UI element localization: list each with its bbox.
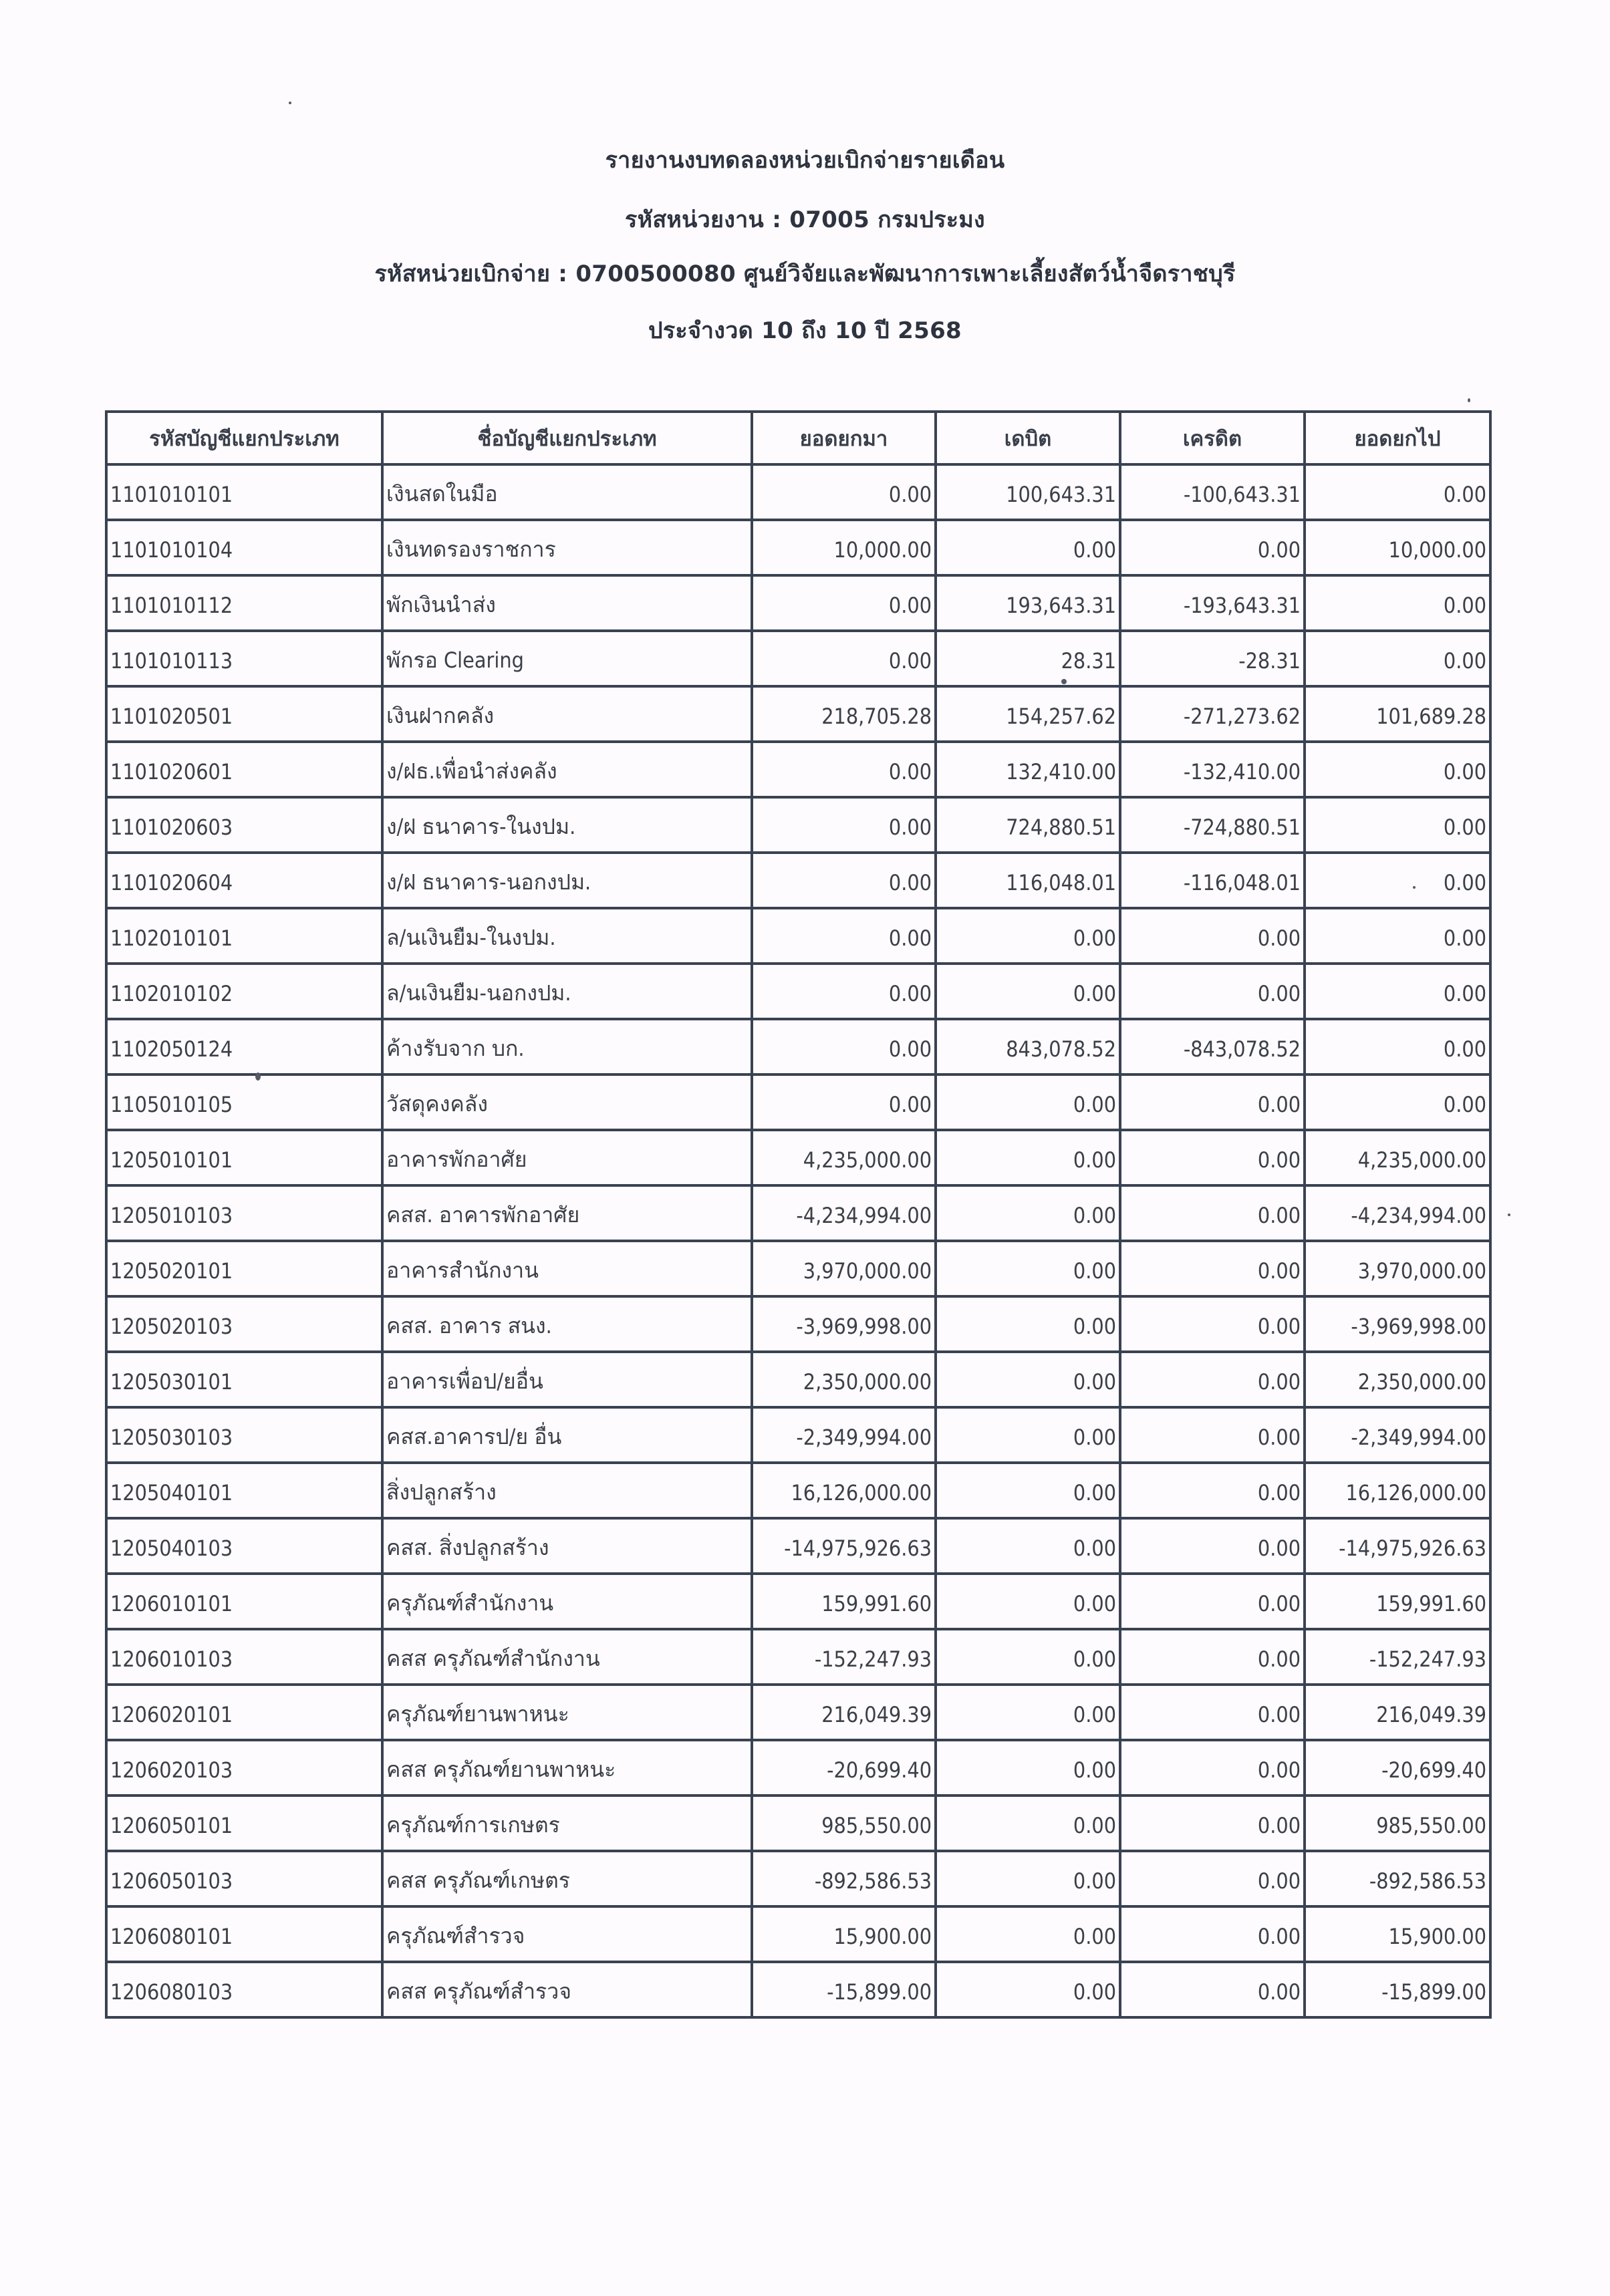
- table-row: [106, 1130, 1490, 1185]
- account-code-cell: 1206010101: [106, 1574, 382, 1629]
- table-row: [106, 575, 1490, 631]
- credit-cell: 0.00: [1120, 908, 1305, 964]
- credit-cell: -116,048.01: [1120, 853, 1305, 908]
- credit-cell: -271,273.62: [1120, 686, 1305, 742]
- carried-forward-cell: 2,350,000.00: [1305, 1352, 1490, 1407]
- column-header-credit: เครดิต: [1120, 412, 1305, 464]
- account-name-cell: พักเงินนำส่ง: [382, 575, 752, 631]
- account-code-cell: 1205040101: [106, 1463, 382, 1518]
- brought-forward-cell: 0.00: [752, 853, 936, 908]
- account-code-cell: 1205030103: [106, 1407, 382, 1463]
- account-name-cell: ง/ฝธ.เพื่อนำส่งคลัง: [382, 742, 752, 797]
- brought-forward-cell: -14,975,926.63: [752, 1518, 936, 1574]
- credit-cell: -132,410.00: [1120, 742, 1305, 797]
- credit-cell: 0.00: [1120, 1629, 1305, 1685]
- debit-cell: 0.00: [936, 1740, 1120, 1796]
- credit-cell: 0.00: [1120, 1074, 1305, 1130]
- account-code-cell: 1101010112: [106, 575, 382, 631]
- brought-forward-cell: -892,586.53: [752, 1851, 936, 1906]
- account-code-cell: 1206050101: [106, 1796, 382, 1851]
- account-code-cell: 1101010113: [106, 631, 382, 686]
- credit-cell: 0.00: [1120, 1407, 1305, 1463]
- carried-forward-cell: 216,049.39: [1305, 1685, 1490, 1740]
- table-row: [106, 1962, 1490, 2017]
- account-code-cell: 1101020501: [106, 686, 382, 742]
- account-name-cell: ล/นเงินยืม-ในงปม.: [382, 908, 752, 964]
- table-row: [106, 1574, 1490, 1629]
- trial-balance-table: [105, 410, 1492, 2019]
- debit-cell: 0.00: [936, 1352, 1120, 1407]
- debit-cell: 0.00: [936, 908, 1120, 964]
- brought-forward-cell: 0.00: [752, 1074, 936, 1130]
- account-code-cell: 1206010103: [106, 1629, 382, 1685]
- debit-cell: 0.00: [936, 1185, 1120, 1241]
- table-row: [106, 1518, 1490, 1574]
- carried-forward-cell: -3,969,998.00: [1305, 1296, 1490, 1352]
- account-name-cell: อาคารพักอาศัย: [382, 1130, 752, 1185]
- account-code-cell: 1206080103: [106, 1962, 382, 2017]
- credit-cell: -28.31: [1120, 631, 1305, 686]
- credit-cell: 0.00: [1120, 964, 1305, 1019]
- table-row: [106, 1352, 1490, 1407]
- carried-forward-cell: 0.00: [1305, 797, 1490, 853]
- credit-cell: 0.00: [1120, 520, 1305, 575]
- carried-forward-cell: -152,247.93: [1305, 1629, 1490, 1685]
- table-row: [106, 686, 1490, 742]
- column-header-brought-forward: ยอดยกมา: [752, 412, 936, 464]
- carried-forward-cell: 0.00: [1305, 742, 1490, 797]
- account-code-cell: 1205030101: [106, 1352, 382, 1407]
- debit-cell: 0.00: [936, 520, 1120, 575]
- scan-speck: [1061, 679, 1067, 684]
- table-row: [106, 797, 1490, 853]
- debit-cell: 0.00: [936, 1130, 1120, 1185]
- debit-cell: 0.00: [936, 1629, 1120, 1685]
- table-row: [106, 1019, 1490, 1074]
- account-name-cell: ครุภัณฑ์สำรวจ: [382, 1906, 752, 1962]
- table-row: [106, 1740, 1490, 1796]
- brought-forward-cell: 15,900.00: [752, 1906, 936, 1962]
- brought-forward-cell: 0.00: [752, 908, 936, 964]
- account-code-cell: 1205020103: [106, 1296, 382, 1352]
- table-row: [106, 1851, 1490, 1906]
- brought-forward-cell: 0.00: [752, 631, 936, 686]
- brought-forward-cell: -2,349,994.00: [752, 1407, 936, 1463]
- carried-forward-cell: 985,550.00: [1305, 1796, 1490, 1851]
- table-row: [106, 1241, 1490, 1296]
- debit-cell: 0.00: [936, 1574, 1120, 1629]
- credit-cell: -843,078.52: [1120, 1019, 1305, 1074]
- credit-cell: 0.00: [1120, 1796, 1305, 1851]
- scan-speck: [255, 1072, 261, 1081]
- scan-speck: [1508, 1213, 1510, 1216]
- carried-forward-cell: -14,975,926.63: [1305, 1518, 1490, 1574]
- table-row: [106, 1185, 1490, 1241]
- account-name-cell: คสส. อาคาร สนง.: [382, 1296, 752, 1352]
- brought-forward-cell: 3,970,000.00: [752, 1241, 936, 1296]
- debit-cell: 100,643.31: [936, 464, 1120, 520]
- report-title: รายงานงบทดลองหน่วยเบิกจ่ายรายเดือน: [605, 147, 1005, 174]
- account-name-cell: อาคารสำนักงาน: [382, 1241, 752, 1296]
- account-code-cell: 1205020101: [106, 1241, 382, 1296]
- brought-forward-cell: 0.00: [752, 464, 936, 520]
- account-name-cell: คสส ครุภัณฑ์ยานพาหนะ: [382, 1740, 752, 1796]
- account-name-cell: ครุภัณฑ์ยานพาหนะ: [382, 1685, 752, 1740]
- account-name-cell: วัสดุคงคลัง: [382, 1074, 752, 1130]
- carried-forward-cell: -2,349,994.00: [1305, 1407, 1490, 1463]
- debit-cell: 0.00: [936, 1296, 1120, 1352]
- brought-forward-cell: 0.00: [752, 797, 936, 853]
- account-code-cell: 1206020103: [106, 1740, 382, 1796]
- debit-cell: 0.00: [936, 1851, 1120, 1906]
- credit-cell: -100,643.31: [1120, 464, 1305, 520]
- debit-cell: 28.31: [936, 631, 1120, 686]
- account-code-cell: 1101020603: [106, 797, 382, 853]
- brought-forward-cell: -152,247.93: [752, 1629, 936, 1685]
- account-name-cell: อาคารเพื่อป/ยอื่น: [382, 1352, 752, 1407]
- credit-cell: 0.00: [1120, 1574, 1305, 1629]
- account-name-cell: คสส ครุภัณฑ์สำรวจ: [382, 1962, 752, 2017]
- account-name-cell: เงินทดรองราชการ: [382, 520, 752, 575]
- account-name-cell: ง/ฝ ธนาคาร-ในงปม.: [382, 797, 752, 853]
- credit-cell: 0.00: [1120, 1685, 1305, 1740]
- credit-cell: 0.00: [1120, 1463, 1305, 1518]
- account-name-cell: ง/ฝ ธนาคาร-นอกงปม.: [382, 853, 752, 908]
- account-code-cell: 1206050103: [106, 1851, 382, 1906]
- table-row: [106, 908, 1490, 964]
- account-name-cell: เงินฝากคลัง: [382, 686, 752, 742]
- account-code-cell: 1101010101: [106, 464, 382, 520]
- carried-forward-cell: 16,126,000.00: [1305, 1463, 1490, 1518]
- account-name-cell: ครุภัณฑ์การเกษตร: [382, 1796, 752, 1851]
- debit-cell: 193,643.31: [936, 575, 1120, 631]
- table-row: [106, 1906, 1490, 1962]
- table-row: [106, 1074, 1490, 1130]
- brought-forward-cell: 985,550.00: [752, 1796, 936, 1851]
- carried-forward-cell: 101,689.28: [1305, 686, 1490, 742]
- table-body: [106, 464, 1490, 2017]
- brought-forward-cell: 0.00: [752, 742, 936, 797]
- scan-speck: [289, 102, 291, 104]
- account-code-cell: 1101010104: [106, 520, 382, 575]
- account-code-cell: 1206080101: [106, 1906, 382, 1962]
- debit-cell: 843,078.52: [936, 1019, 1120, 1074]
- carried-forward-cell: 0.00: [1305, 631, 1490, 686]
- column-header-debit: เดบิต: [936, 412, 1120, 464]
- brought-forward-cell: 159,991.60: [752, 1574, 936, 1629]
- brought-forward-cell: 16,126,000.00: [752, 1463, 936, 1518]
- debit-cell: 0.00: [936, 1407, 1120, 1463]
- credit-cell: 0.00: [1120, 1962, 1305, 2017]
- carried-forward-cell: 0.00: [1305, 464, 1490, 520]
- table-header-row: [106, 412, 1490, 464]
- carried-forward-cell: 10,000.00: [1305, 520, 1490, 575]
- brought-forward-cell: 0.00: [752, 575, 936, 631]
- account-code-cell: 1102050124: [106, 1019, 382, 1074]
- debit-cell: 0.00: [936, 1796, 1120, 1851]
- credit-cell: 0.00: [1120, 1740, 1305, 1796]
- account-name-cell: คสส ครุภัณฑ์สำนักงาน: [382, 1629, 752, 1685]
- carried-forward-cell: 0.00: [1305, 964, 1490, 1019]
- credit-cell: 0.00: [1120, 1518, 1305, 1574]
- account-code-cell: 1101020601: [106, 742, 382, 797]
- debit-cell: 0.00: [936, 1518, 1120, 1574]
- carried-forward-cell: -892,586.53: [1305, 1851, 1490, 1906]
- table-row: [106, 464, 1490, 520]
- period-line: ประจำงวด 10 ถึง 10 ปี 2568: [648, 317, 962, 344]
- debit-cell: 0.00: [936, 1906, 1120, 1962]
- account-code-cell: 1206020101: [106, 1685, 382, 1740]
- carried-forward-cell: 0.00: [1305, 1019, 1490, 1074]
- carried-forward-cell: 3,970,000.00: [1305, 1241, 1490, 1296]
- account-name-cell: คสส.อาคารป/ย อื่น: [382, 1407, 752, 1463]
- debit-cell: 0.00: [936, 1962, 1120, 2017]
- account-name-cell: คสส ครุภัณฑ์เกษตร: [382, 1851, 752, 1906]
- brought-forward-cell: -15,899.00: [752, 1962, 936, 2017]
- carried-forward-cell: -4,234,994.00: [1305, 1185, 1490, 1241]
- carried-forward-cell: 0.00: [1305, 575, 1490, 631]
- account-name-cell: พักรอ Clearing: [382, 631, 752, 686]
- account-name-cell: ล/นเงินยืม-นอกงปม.: [382, 964, 752, 1019]
- debit-cell: 154,257.62: [936, 686, 1120, 742]
- credit-cell: -193,643.31: [1120, 575, 1305, 631]
- brought-forward-cell: -3,969,998.00: [752, 1296, 936, 1352]
- credit-cell: -724,880.51: [1120, 797, 1305, 853]
- table-row: [106, 520, 1490, 575]
- account-code-cell: 1205010101: [106, 1130, 382, 1185]
- table-row: [106, 1407, 1490, 1463]
- carried-forward-cell: 0.00: [1305, 908, 1490, 964]
- account-code-cell: 1102010102: [106, 964, 382, 1019]
- brought-forward-cell: -4,234,994.00: [752, 1185, 936, 1241]
- debit-cell: 116,048.01: [936, 853, 1120, 908]
- debit-cell: 0.00: [936, 1463, 1120, 1518]
- scan-speck: [1413, 886, 1416, 889]
- disbursing-unit-line: รหัสหน่วยเบิกจ่าย : 0700500080 ศูนย์วิจัยและพัฒนาการเพาะเลี้ยงสัตว์น้ำจืดราชบุรี: [374, 261, 1236, 287]
- carried-forward-cell: 15,900.00: [1305, 1906, 1490, 1962]
- credit-cell: 0.00: [1120, 1352, 1305, 1407]
- debit-cell: 132,410.00: [936, 742, 1120, 797]
- debit-cell: 724,880.51: [936, 797, 1120, 853]
- table-row: [106, 964, 1490, 1019]
- credit-cell: 0.00: [1120, 1185, 1305, 1241]
- credit-cell: 0.00: [1120, 1851, 1305, 1906]
- credit-cell: 0.00: [1120, 1130, 1305, 1185]
- brought-forward-cell: 0.00: [752, 1019, 936, 1074]
- carried-forward-cell: 0.00: [1305, 853, 1490, 908]
- debit-cell: 0.00: [936, 1241, 1120, 1296]
- table-row: [106, 742, 1490, 797]
- account-name-cell: เงินสดในมือ: [382, 464, 752, 520]
- table-row: [106, 1685, 1490, 1740]
- account-code-cell: 1102010101: [106, 908, 382, 964]
- account-code-cell: 1205040103: [106, 1518, 382, 1574]
- account-name-cell: ค้างรับจาก บก.: [382, 1019, 752, 1074]
- debit-cell: 0.00: [936, 964, 1120, 1019]
- column-header-account-name: ชื่อบัญชีแยกประเภท: [382, 412, 752, 464]
- brought-forward-cell: -20,699.40: [752, 1740, 936, 1796]
- account-code-cell: 1205010103: [106, 1185, 382, 1241]
- brought-forward-cell: 10,000.00: [752, 520, 936, 575]
- brought-forward-cell: 4,235,000.00: [752, 1130, 936, 1185]
- account-name-cell: คสส. สิ่งปลูกสร้าง: [382, 1518, 752, 1574]
- carried-forward-cell: 159,991.60: [1305, 1574, 1490, 1629]
- column-header-account-code: รหัสบัญชีแยกประเภท: [106, 412, 382, 464]
- carried-forward-cell: 4,235,000.00: [1305, 1130, 1490, 1185]
- table-row: [106, 1629, 1490, 1685]
- account-name-cell: คสส. อาคารพักอาศัย: [382, 1185, 752, 1241]
- brought-forward-cell: 0.00: [752, 964, 936, 1019]
- scan-speck: [1468, 398, 1470, 402]
- brought-forward-cell: 216,049.39: [752, 1685, 936, 1740]
- brought-forward-cell: 2,350,000.00: [752, 1352, 936, 1407]
- table-row: [106, 853, 1490, 908]
- table-row: [106, 1463, 1490, 1518]
- column-header-carried-forward: ยอดยกไป: [1305, 412, 1490, 464]
- table-row: [106, 1296, 1490, 1352]
- account-code-cell: 1101020604: [106, 853, 382, 908]
- account-name-cell: ครุภัณฑ์สำนักงาน: [382, 1574, 752, 1629]
- brought-forward-cell: 218,705.28: [752, 686, 936, 742]
- table-row: [106, 631, 1490, 686]
- account-name-cell: สิ่งปลูกสร้าง: [382, 1463, 752, 1518]
- account-code-cell: 1105010105: [106, 1074, 382, 1130]
- carried-forward-cell: -20,699.40: [1305, 1740, 1490, 1796]
- credit-cell: 0.00: [1120, 1906, 1305, 1962]
- carried-forward-cell: -15,899.00: [1305, 1962, 1490, 2017]
- carried-forward-cell: 0.00: [1305, 1074, 1490, 1130]
- table-row: [106, 1796, 1490, 1851]
- agency-code-line: รหัสหน่วยงาน : 07005 กรมประมง: [625, 206, 985, 233]
- debit-cell: 0.00: [936, 1074, 1120, 1130]
- credit-cell: 0.00: [1120, 1296, 1305, 1352]
- debit-cell: 0.00: [936, 1685, 1120, 1740]
- credit-cell: 0.00: [1120, 1241, 1305, 1296]
